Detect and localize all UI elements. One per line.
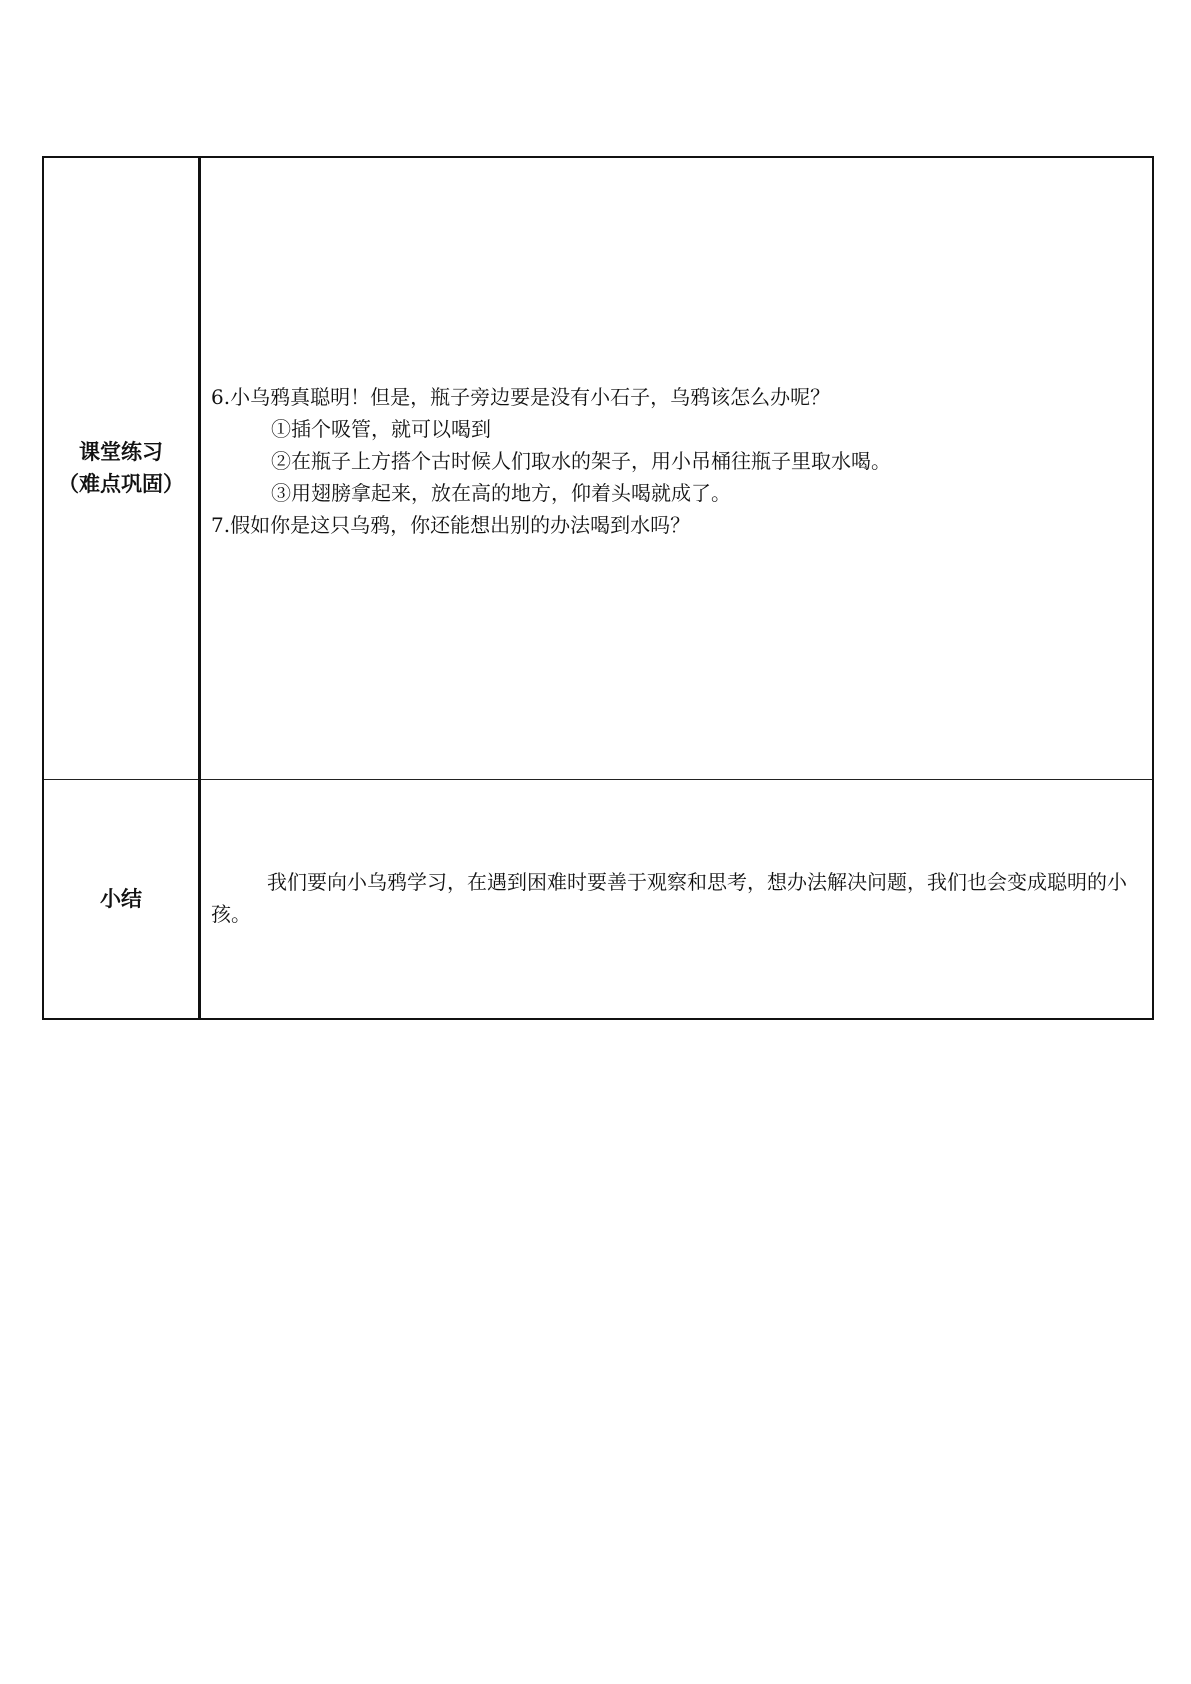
row-label-summary: 小结 (43, 779, 200, 1019)
question-6-option-3: ③用翅膀拿起来，放在高的地方，仰着头喝就成了。 (271, 481, 731, 506)
summary-text: 我们要向小乌鸦学习，在遇到困难时要善于观察和思考，想办法解决问题，我们也会变成聪明的小孩。 (211, 869, 1127, 926)
row-label-line: （难点巩固） (58, 472, 184, 497)
summary-content (200, 779, 1154, 1019)
table-row-summary (43, 779, 1153, 1019)
question-6-option-1: ①插个吸管，就可以喝到 (271, 417, 491, 442)
table-row-practice (43, 157, 1153, 779)
question-6-option-2: ②在瓶子上方搭个古时候人们取水的架子，用小吊桶往瓶子里取水喝。 (271, 449, 891, 474)
question-7: 7.假如你是这只乌鸦，你还能想出别的办法喝到水吗？ (211, 513, 691, 538)
lesson-plan-table (42, 156, 1154, 1020)
practice-content (200, 157, 1154, 779)
question-6: 6.小乌鸦真聪明！但是，瓶子旁边要是没有小石子，乌鸦该怎么办呢？ (211, 385, 831, 410)
row-label-line: 课堂练习 (79, 440, 163, 465)
practice-questions (201, 381, 1152, 541)
row-label-practice (43, 157, 200, 779)
